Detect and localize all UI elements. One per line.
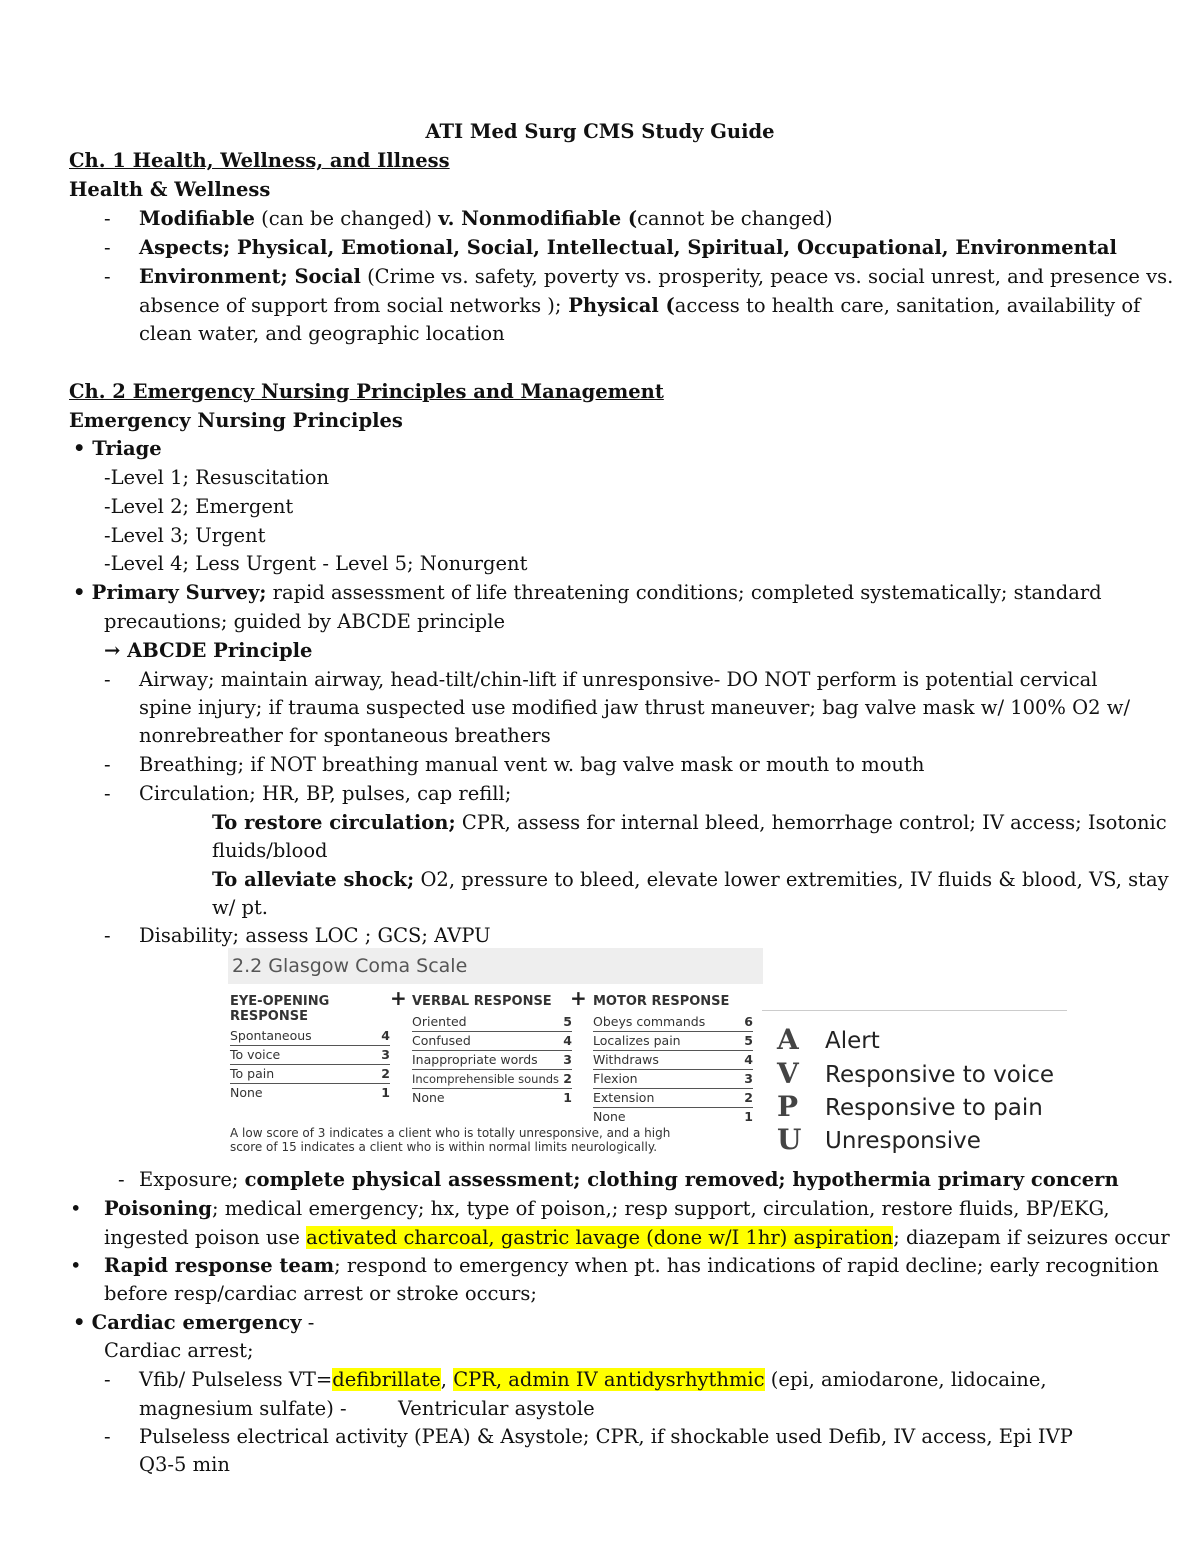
dash-marker: - [104,1425,111,1448]
ch2-heading: Ch. 2 Emergency Nursing Principles and Management [69,380,664,403]
circulation-line: Circulation; HR, BP, pulses, cap refill; [139,782,512,805]
dash-marker: - [104,782,111,805]
highlight: activated charcoal, gastric lavage (done w/I 1hr) aspiration [306,1226,894,1249]
dash-marker: - [104,236,111,259]
ch1-heading: Ch. 1 Health, Wellness, and Illness [69,149,450,172]
highlight: CPR, admin IV antidysrhythmic [453,1368,765,1391]
gcs-motor-row: Extension 2 [593,1090,753,1108]
ch1-subheading: Health & Wellness [69,178,271,201]
ch1-bullet-aspects: Aspects; Physical, Emotional, Social, Intellectual, Spiritual, Occupational, Environmental [139,236,1117,259]
pea-line-cont: Q3-5 min [139,1453,230,1476]
ch2-subheading: Emergency Nursing Principles [69,409,403,432]
gcs-eye-row: None 1 [230,1085,390,1100]
alleviate-shock-cont: w/ pt. [212,896,268,919]
gcs-motor-row: Obeys commands 6 [593,1014,753,1032]
gcs-note: A low score of 3 indicates a client who is totally unresponsive, and a high score of 15 indicates a client who is within normal limits neurologically. [230,1126,671,1154]
poisoning-bullet: • [70,1197,82,1220]
avpu-letter: P [777,1090,799,1123]
triage-item: • Triage [73,437,162,460]
dash-marker: - [118,1168,125,1191]
avpu-word: Unresponsive [825,1128,981,1154]
avpu-word: Responsive to voice [825,1062,1055,1088]
triage-level-4-5: -Level 4; Less Urgent - Level 5; Nonurgent [104,552,528,575]
dash-marker: - [104,924,111,947]
dash-marker: - [104,753,111,776]
avpu-word: Alert [825,1028,880,1054]
gcs-verbal-row: Confused 4 [412,1033,572,1051]
restore-circulation-cont: fluids/blood [212,839,328,862]
gcs-verbal-row: Incomprehensible sounds 2 [412,1071,572,1089]
vfib-line-cont: magnesium sulfate) - [139,1397,347,1420]
poisoning-line: Poisoning; medical emergency; hx, type of poison,; resp support, circulation, restore fluids, BP/EKG, [104,1197,1110,1220]
avpu-letter: A [777,1023,799,1056]
rapid-response-cont: before resp/cardiac arrest or stroke occurs; [104,1282,537,1305]
gcs-verbal-header: VERBAL RESPONSE [412,994,552,1009]
rapid-response-bullet: • [70,1254,82,1277]
avpu-letter: U [777,1123,802,1156]
airway-line-2: spine injury; if trauma suspected use modified jaw thrust maneuver; bag valve mask w/ 100% O2 w/ [139,696,1131,719]
ch1-bullet-modifiable: Modifiable (can be changed) v. Nonmodifiable (cannot be changed) [139,207,833,230]
triage-level-2: -Level 2; Emergent [104,495,294,518]
rapid-response-line: Rapid response team; respond to emergency when pt. has indications of rapid decline; early recognition [104,1254,1159,1277]
plus-icon: + [570,986,587,1010]
dash-marker: - [104,265,111,288]
ch1-bullet-environment-cont2: clean water, and geographic location [139,322,505,345]
gcs-verbal-row: None 1 [412,1090,572,1105]
triage-level-1: -Level 1; Resuscitation [104,466,330,489]
gcs-title: 2.2 Glasgow Coma Scale [232,955,468,977]
restore-circulation: To restore circulation; CPR, assess for internal bleed, hemorrhage control; IV access; Isotonic [212,811,1167,834]
gcs-motor-row: None 1 [593,1109,753,1124]
abcde-heading: → ABCDE Principle [104,639,313,662]
poisoning-line-cont: ingested poison use activated charcoal, gastric lavage (done w/I 1hr) aspiration; diazepam if seizures occur [104,1226,1170,1249]
avpu-word: Responsive to pain [825,1095,1043,1121]
gcs-verbal-row: Inappropriate words 3 [412,1052,572,1070]
gcs-motor-row: Flexion 3 [593,1071,753,1089]
airway-line-3: nonrebreather for spontaneous breathers [139,724,551,747]
disability-line: Disability; assess LOC ; GCS; AVPU [139,924,491,947]
avpu-row [777,1123,1067,1157]
avpu-row [777,1090,1067,1124]
cardiac-arrest-line: Cardiac arrest; [104,1339,254,1362]
plus-icon: + [390,986,407,1010]
gcs-motor-header: MOTOR RESPONSE [593,994,730,1009]
bullet-marker: • [73,437,86,460]
gcs-title-bar [228,948,763,984]
pea-line: Pulseless electrical activity (PEA) & Asystole; CPR, if shockable used Defib, IV access, Epi IVP [139,1425,1073,1448]
primary-survey-item: • Primary Survey; rapid assessment of life threatening conditions; completed systematically; standard [73,581,1102,604]
gcs-verbal-row: Oriented 5 [412,1014,572,1032]
alleviate-shock: To alleviate shock; O2, pressure to bleed, elevate lower extremities, IV fluids & blood, VS, stay [212,868,1169,891]
gcs-motor-row: Localizes pain 5 [593,1033,753,1051]
triage-level-3: -Level 3; Urgent [104,524,266,547]
ch1-bullet-environment: Environment; Social (Crime vs. safety, poverty vs. prosperity, peace vs. social unrest, and presence vs. [139,265,1174,288]
avpu-letter: V [777,1057,799,1090]
bullet-marker: • [73,1311,86,1334]
avpu-row [777,1057,1067,1091]
exposure-line: Exposure; complete physical assessment; clothing removed; hypothermia primary concern [139,1168,1119,1191]
glasgow-coma-scale-figure [228,948,763,1158]
breathing-line: Breathing; if NOT breathing manual vent w. bag valve mask or mouth to mouth [139,753,925,776]
gcs-eye-row: To pain 2 [230,1066,390,1084]
airway-line-1: Airway; maintain airway, head-tilt/chin-lift if unresponsive- DO NOT perform is potential cervical [139,668,1098,691]
ch1-bullet-environment-cont: absence of support from social networks ); Physical (access to health care, sanitation, availability of [139,294,1141,317]
gcs-eye-header: EYE-OPENING RESPONSE [230,994,330,1024]
highlight: defibrillate [332,1368,441,1391]
document-title: ATI Med Surg CMS Study Guide [425,120,775,143]
dash-marker: - [104,1368,111,1391]
cardiac-emergency-item: • Cardiac emergency - [73,1311,315,1334]
bullet-marker: • [73,581,86,604]
gcs-eye-row: To voice 3 [230,1047,390,1065]
gcs-eye-row: Spontaneous 4 [230,1028,390,1046]
avpu-figure [762,1010,1067,1161]
primary-survey-cont: precautions; guided by ABCDE principle [104,610,506,633]
dash-marker: - [104,207,111,230]
vfib-line: Vfib/ Pulseless VT=defibrillate, CPR, admin IV antidysrhythmic (epi, amiodarone, lidocaine, [139,1368,1047,1391]
avpu-row [777,1023,1067,1057]
ventricular-asystole: Ventricular asystole [398,1397,595,1420]
dash-marker: - [104,668,111,691]
gcs-motor-row: Withdraws 4 [593,1052,753,1070]
